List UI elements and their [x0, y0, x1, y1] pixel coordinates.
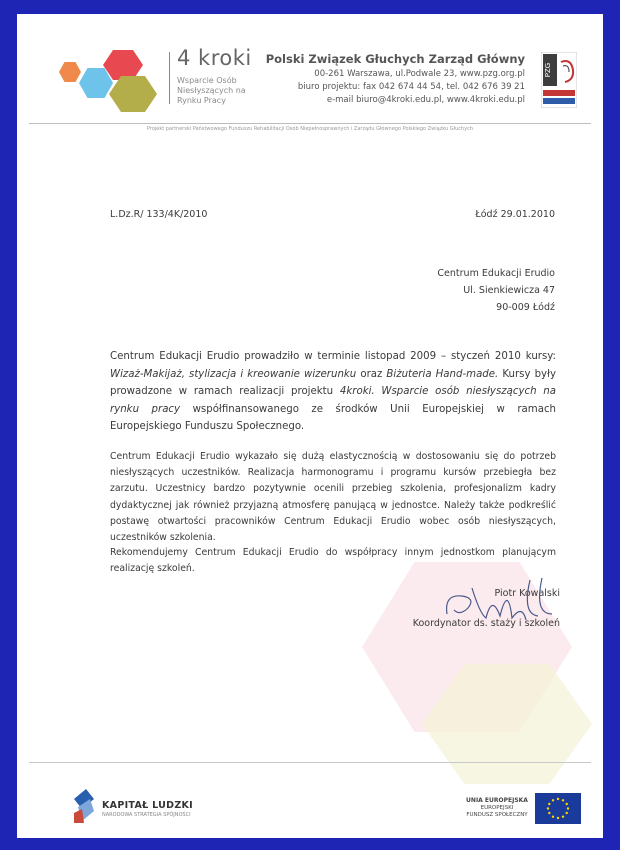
kapital-ludzki-logo — [72, 787, 96, 825]
paragraph-text: oraz — [356, 368, 387, 380]
course-name: Biżuteria Hand-made. — [386, 368, 499, 380]
eu-label: FUNDUSZ SPOŁECZNY — [466, 812, 528, 818]
org-contact: biuro projektu: fax 042 674 44 54, tel. 042 676 39 21 — [297, 82, 525, 92]
course-name: Wizaż-Makijaż, stylizacja i kreowanie wizerunku — [110, 368, 357, 380]
recipient-line: Centrum Edukacji Erudio — [437, 268, 555, 279]
paragraph-assessment: Centrum Edukacji Erudio wykazało się dużą elastycznością w dostosowaniu się do potrzeb niesłyszących uczestników. Realizacja harmonogramu i programu kursów przebiegła bez zarzutu. Uczestnicy bardzo pozytywnie ocenili przebieg szkolenia, profesjonalizm kadry dydaktycznej jak również przyjazną atmosferę panującą w jednostce. Należy także podkreślić postawę otwartości pracowników Centrum Edukacji Erudio wobec osób niesłyszących, uczestników szkolenia. — [110, 451, 556, 544]
eu-flag-icon — [535, 793, 581, 824]
signatory-name: Piotr Kowalski — [494, 588, 560, 599]
brand-name: 4 kroki — [177, 46, 252, 70]
org-email: e-mail biuro@4kroki.edu.pl, www.4kroki.edu.pl — [326, 95, 525, 105]
paragraph-text: Centrum Edukacji Erudio prowadziło w terminie listopad 2009 – styczeń 2010 kursy: — [110, 351, 556, 362]
logo-hex-orange — [59, 62, 81, 82]
project-name: 4kroki. Wsparcie osób niesłyszących na rynku pracy — [110, 386, 557, 415]
paragraph-recommendation: Rekomendujemy Centrum Edukacji Erudio do współpracy innym jednostkom planującym realizację szkoleń. — [110, 547, 556, 575]
partnership-note: Projekt partnerski Państwowego Funduszu Rehabilitacji Osób Niepełnosprawnych i Zarządu Głównego Polskiego Związku Głuchych — [146, 126, 474, 132]
logo-hex-olive — [109, 76, 157, 112]
org-name: Polski Związek Głuchych Zarząd Główny — [265, 52, 525, 66]
pzg-logo — [541, 52, 577, 108]
paragraph-text: Kursy były prowadzone w ramach realizacji projektu — [110, 368, 556, 398]
reference-number: L.Dz.R/ 133/4K/2010 — [110, 209, 208, 220]
kapital-ludzki-subtitle: NARODOWA STRATEGIA SPÓJNOŚCI — [102, 812, 191, 818]
logo-hex-blue — [79, 68, 113, 98]
recipient-line: 90-009 Łódź — [496, 302, 555, 313]
eu-label: EUROPEJSKI — [480, 805, 514, 811]
signatory-role: Koordynator ds. staży i szkoleń — [412, 618, 560, 629]
brand-tagline: Wsparcie Osób Niesłyszących na Rynku Pracy — [177, 76, 246, 105]
eu-label: UNIA EUROPEJSKA — [466, 797, 528, 804]
footer-rule — [29, 762, 591, 763]
paragraph-text: współfinansowanego ze środków Unii Europejskiej w ramach Europejskiego Funduszu Społecznego. — [110, 403, 557, 433]
recipient-line: Ul. Sienkiewicza 47 — [463, 285, 555, 296]
pzg-logo-text: PZG — [544, 62, 552, 78]
letter-page — [17, 14, 603, 838]
header-rule — [29, 123, 591, 124]
org-address: 00-261 Warszawa, ul.Podwale 23, www.pzg.org.pl — [314, 69, 525, 79]
logo-hex-red — [103, 50, 143, 80]
letter-date: Łódź 29.01.2010 — [475, 209, 555, 220]
paragraph-courses — [110, 348, 556, 436]
brand-divider — [169, 52, 170, 104]
kapital-ludzki-name: KAPITAŁ LUDZKI — [102, 800, 194, 811]
